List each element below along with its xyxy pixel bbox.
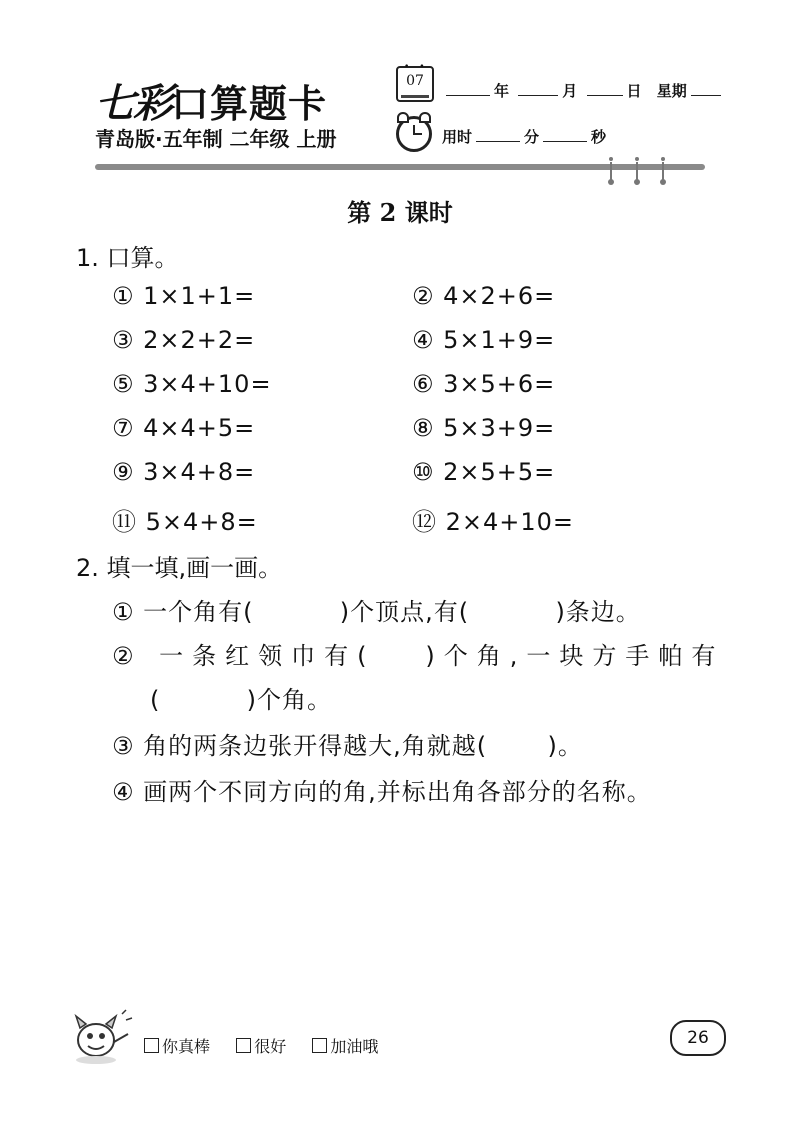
problem-item: ④ 5×1+9=	[412, 326, 556, 354]
checkbox-good[interactable]	[236, 1038, 251, 1053]
brand-title	[95, 72, 327, 129]
problem-item: ⑫ 2×4+10=	[412, 508, 575, 536]
weekday-label: 星期	[656, 82, 687, 100]
problem-item: ⑨ 3×4+8=	[112, 458, 256, 486]
checkbox-great[interactable]	[144, 1038, 159, 1053]
weekday-blank	[691, 83, 721, 96]
year-blank	[446, 83, 490, 96]
day-label: 日	[626, 82, 642, 100]
edition-label: 青岛版·五年制 二年级 上册	[95, 127, 337, 151]
checkbox-keep-going[interactable]	[312, 1038, 327, 1053]
fill-item: ② 一条红领巾有( )个角,一块方手帕有	[112, 642, 725, 670]
eval-label: 很好	[254, 1037, 287, 1056]
month-blank	[518, 83, 558, 96]
draw-item: ④ 画两个不同方向的角,并标出角各部分的名称。	[112, 778, 652, 806]
calendar-number: 07	[406, 73, 424, 89]
problem-item: ⑧ 5×3+9=	[412, 414, 556, 442]
section1-heading: 1. 口算。	[76, 244, 179, 272]
binder-ring-icon	[608, 157, 614, 183]
clock-icon	[396, 116, 432, 152]
minute-blank	[476, 129, 520, 142]
year-label: 年	[494, 82, 510, 100]
problem-item: ① 1×1+1=	[112, 282, 256, 310]
fill-item-continued: ( )个角。	[150, 686, 333, 714]
lesson-title: 第 2 课时	[347, 198, 453, 227]
date-fields	[442, 80, 725, 101]
page-number: 26	[670, 1020, 726, 1056]
fill-item: ① 一个角有( )个顶点,有( )条边。	[112, 598, 641, 626]
second-label: 秒	[591, 128, 607, 146]
minute-label: 分	[524, 128, 540, 146]
mascot-icon	[66, 1006, 134, 1066]
problem-item: ③ 2×2+2=	[112, 326, 256, 354]
binder-ring-icon	[634, 157, 640, 183]
problem-item: ② 4×2+6=	[412, 282, 556, 310]
month-label: 月	[562, 82, 578, 100]
eval-label: 你真棒	[162, 1037, 211, 1056]
self-evaluation	[144, 1034, 378, 1057]
time-fields	[442, 126, 606, 147]
calendar-icon: •• 07	[396, 66, 434, 102]
binder-ring-icon	[660, 157, 666, 183]
problem-item: ⑩ 2×5+5=	[412, 458, 556, 486]
fill-item: ③ 角的两条边张开得越大,角就越( )。	[112, 732, 583, 760]
problem-item: ⑤ 3×4+10=	[112, 370, 272, 398]
problem-item: ⑦ 4×4+5=	[112, 414, 256, 442]
section2-heading: 2. 填一填,画一画。	[76, 554, 283, 582]
brand-stylized: 七彩	[95, 80, 171, 127]
time-label: 用时	[442, 128, 473, 146]
problem-item: ⑪ 5×4+8=	[112, 508, 258, 536]
brand-rest: 口算题卡	[171, 81, 328, 126]
problem-item: ⑥ 3×5+6=	[412, 370, 556, 398]
eval-label: 加油哦	[330, 1037, 379, 1056]
second-blank	[543, 129, 587, 142]
day-blank	[587, 83, 623, 96]
